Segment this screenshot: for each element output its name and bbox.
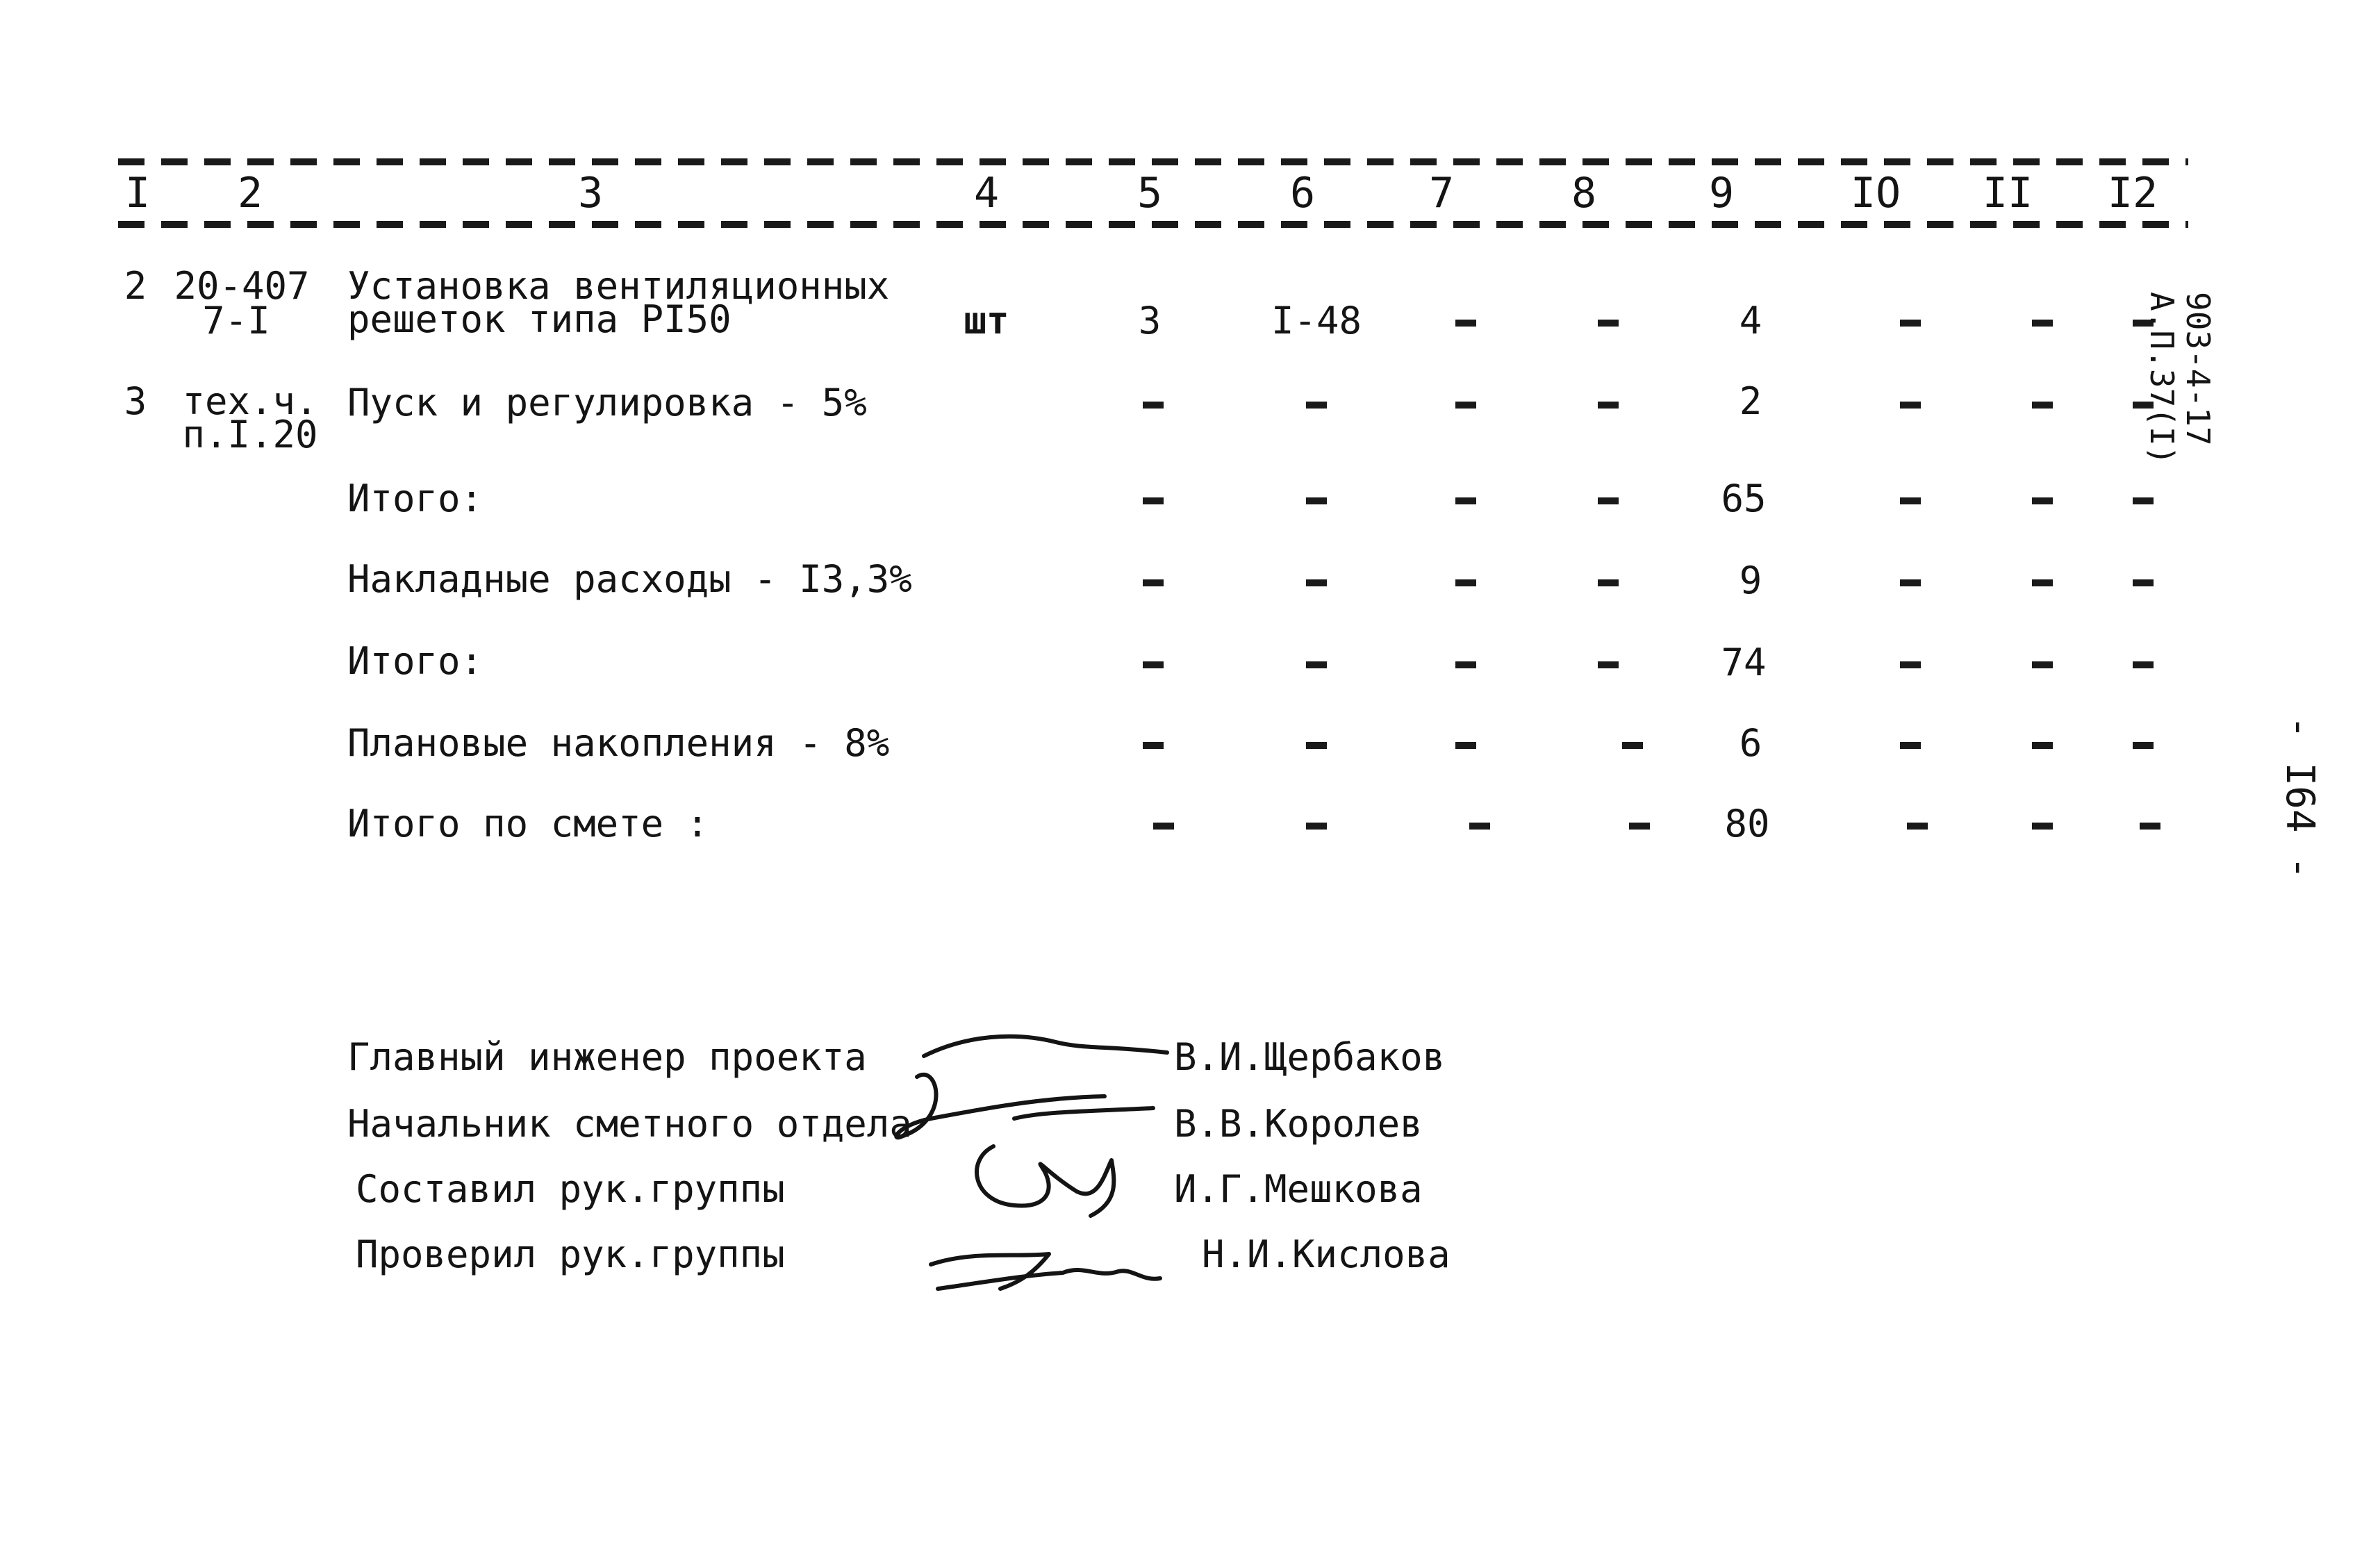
row4-col6-dash [1306, 579, 1327, 586]
row1-col11-dash [2032, 320, 2053, 327]
document-code [2144, 292, 2216, 465]
row2-desc: Пуск и регулировка - 5% [347, 381, 867, 424]
row7-col7-dash [1469, 823, 1490, 830]
row3-col12-dash [2133, 497, 2154, 504]
row1-code-line2: 7-I [202, 299, 270, 343]
row5-col10-dash [1900, 661, 1921, 668]
signature-role-estimate-head: Начальник сметного отдела [347, 1102, 912, 1146]
row6-col10-dash [1900, 742, 1921, 749]
signature-name-checked-by: Н.И.Кислова [1202, 1232, 1451, 1276]
row7-col6-dash [1306, 823, 1327, 830]
row4-col11-dash [2032, 579, 2053, 586]
row4-desc: Накладные расходы - I3,3% [347, 557, 912, 601]
row4-col7-dash [1455, 579, 1476, 586]
column-header-12: I2 [2107, 169, 2158, 217]
header-rule-bottom [118, 221, 2188, 228]
row4-col10-dash [1900, 579, 1921, 586]
row4-col5-dash [1143, 579, 1164, 586]
row3-col8-dash [1598, 497, 1619, 504]
row1-col9: 4 [1739, 299, 1762, 343]
row3-col7-dash [1455, 497, 1476, 504]
row7-col11-dash [2032, 823, 2053, 830]
document-code-line2: А.П.37(I) [2143, 292, 2181, 465]
signature-stroke-5 [931, 1254, 1049, 1289]
row2-col11-dash [2032, 402, 2053, 409]
column-header-2: 2 [237, 169, 263, 217]
row5-col12-dash [2133, 661, 2154, 668]
signature-stroke-1 [924, 1037, 1167, 1056]
signature-name-chief-engineer: В.И.Щербаков [1174, 1035, 1446, 1079]
column-header-7: 7 [1428, 169, 1455, 217]
row5-col8-dash [1598, 661, 1619, 668]
header-rule-top [118, 158, 2188, 165]
row3-col6-dash [1306, 497, 1327, 504]
row2-code-line2: п.I.20 [182, 413, 318, 456]
row6-col6-dash [1306, 742, 1327, 749]
column-header-1: I [124, 169, 151, 217]
row1-desc-line2: решеток типа РI50 [347, 297, 732, 341]
row1-col8-dash [1598, 320, 1619, 327]
row2-col5-dash [1143, 402, 1164, 409]
row7-col10-dash [1907, 823, 1928, 830]
row7-col8-dash [1629, 823, 1650, 830]
signature-role-chief-engineer: Главный инженер проекта [347, 1035, 867, 1079]
signature-role-compiled-by: Составил рук.группы [356, 1167, 785, 1211]
row1-col6: I-48 [1271, 299, 1362, 343]
row5-col6-dash [1306, 661, 1327, 668]
row3-desc: Итого: [347, 477, 484, 520]
signature-stroke-3 [1014, 1108, 1153, 1119]
row6-col9: 6 [1739, 721, 1762, 765]
row7-desc: Итого по смете : [347, 802, 709, 846]
signature-name-compiled-by: И.Г.Мешкова [1174, 1167, 1423, 1211]
row4-col9: 9 [1739, 559, 1762, 602]
row7-col9: 80 [1724, 802, 1770, 846]
row3-col11-dash [2032, 497, 2053, 504]
signature-role-checked-by: Проверил рук.группы [356, 1232, 785, 1276]
row2-col8-dash [1598, 402, 1619, 409]
row6-desc: Плановые накопления - 8% [347, 721, 890, 765]
column-header-6: 6 [1289, 169, 1316, 217]
signature-name-estimate-head: В.В.Королев [1174, 1102, 1423, 1146]
column-header-11: II [1982, 169, 2033, 217]
row7-col5-dash [1153, 823, 1174, 830]
row3-col10-dash [1900, 497, 1921, 504]
column-header-8: 8 [1571, 169, 1597, 217]
row2-col7-dash [1455, 402, 1476, 409]
row5-desc: Итого: [347, 639, 484, 683]
handwritten-signatures [875, 1014, 1181, 1306]
row5-col7-dash [1455, 661, 1476, 668]
row1-col7-dash [1455, 320, 1476, 327]
row6-col7-dash [1455, 742, 1476, 749]
column-header-3: 3 [577, 169, 604, 217]
signature-stroke-2 [896, 1075, 1105, 1137]
column-header-5: 5 [1137, 169, 1163, 217]
column-header-4: 4 [973, 169, 1000, 217]
row4-col8-dash [1598, 579, 1619, 586]
signature-stroke-6 [938, 1270, 1160, 1289]
row5-col5-dash [1143, 661, 1164, 668]
column-header-10: IO [1850, 169, 1901, 217]
row3-col9: 65 [1721, 477, 1767, 520]
row2-col10-dash [1900, 402, 1921, 409]
row5-col9: 74 [1721, 641, 1767, 684]
row2-col9: 2 [1739, 379, 1762, 423]
row5-col11-dash [2032, 661, 2053, 668]
row4-col12-dash [2133, 579, 2154, 586]
row7-col12-dash [2140, 823, 2160, 830]
row1-col10-dash [1900, 320, 1921, 327]
row1-col5: 3 [1138, 299, 1162, 343]
row2-num: 3 [124, 379, 147, 423]
row1-unit: шт [964, 299, 1009, 343]
row6-col11-dash [2032, 742, 2053, 749]
document-code-line1: 903-4-17 [2179, 292, 2217, 446]
row3-col5-dash [1143, 497, 1164, 504]
row2-col6-dash [1306, 402, 1327, 409]
column-header-9: 9 [1708, 169, 1735, 217]
page-number: - I64 - [2277, 716, 2322, 880]
row6-col8-dash [1622, 742, 1643, 749]
row6-col5-dash [1143, 742, 1164, 749]
row6-col12-dash [2133, 742, 2154, 749]
row1-desc-line1: Установка вентиляционных [347, 264, 890, 308]
row2-code-line1: тех.ч. [182, 379, 318, 423]
row1-num: 2 [124, 264, 147, 308]
signature-stroke-4 [977, 1146, 1114, 1216]
row1-code-line1: 20-407 [174, 264, 310, 308]
